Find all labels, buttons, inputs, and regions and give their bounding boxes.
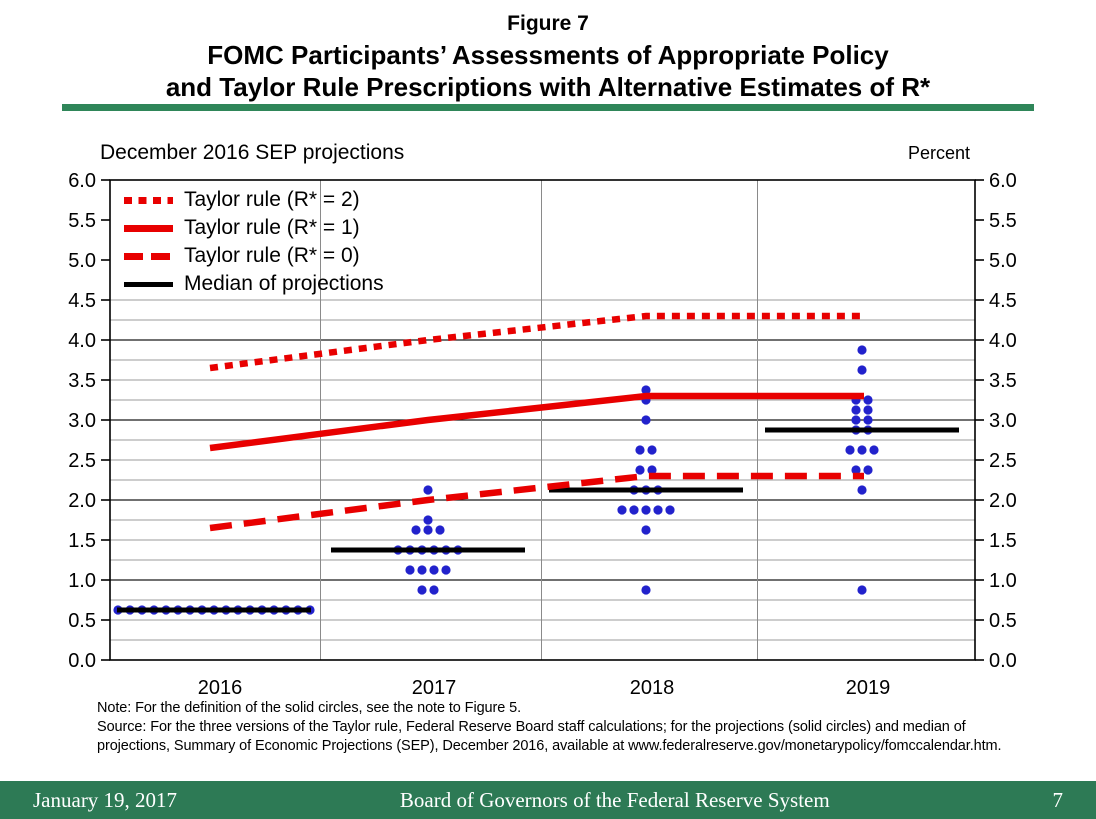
x-axis-year-label: 2018 xyxy=(629,677,675,699)
y-axis-label-left: 3.0 xyxy=(68,410,96,432)
projection-dot xyxy=(635,445,644,454)
source-line-2: projections, Summary of Economic Projections (SEP), December 2016, available at www.federalreserve.gov/monetarypolicy/fomccalendar.htm. xyxy=(97,738,1002,754)
figure-label: Figure 7 xyxy=(507,12,589,35)
x-axis-year-label: 2016 xyxy=(197,677,243,699)
projection-dot xyxy=(629,505,638,514)
chart-legend xyxy=(124,186,384,298)
footer-date: January 19, 2017 xyxy=(33,787,178,812)
projection-dot xyxy=(857,365,866,374)
y-axis-label-left: 0.5 xyxy=(68,610,96,632)
y-axis-label-right: 5.0 xyxy=(989,250,1017,272)
y-axis-label-right: 1.0 xyxy=(989,570,1017,592)
legend-item-taylor-r0 xyxy=(124,242,384,270)
y-axis-label-left: 4.5 xyxy=(68,290,96,312)
y-axis-label-right: 3.0 xyxy=(989,410,1017,432)
projection-dot xyxy=(405,565,414,574)
y-axis-label-left: 1.0 xyxy=(68,570,96,592)
y-axis-label-right: 4.5 xyxy=(989,290,1017,312)
projection-dot xyxy=(857,445,866,454)
projection-dot xyxy=(863,465,872,474)
projection-dot xyxy=(851,415,860,424)
projection-dot xyxy=(845,445,854,454)
y-axis-label-right: 4.0 xyxy=(989,330,1017,352)
legend-label: Taylor rule (R* = 1) xyxy=(184,216,360,239)
legend-item-median xyxy=(124,270,384,298)
y-axis-label-right: 0.0 xyxy=(989,650,1017,672)
legend-item-taylor-r2 xyxy=(124,186,384,214)
y-axis-label-left: 2.0 xyxy=(68,490,96,512)
legend-label: Median of projections xyxy=(184,272,384,295)
y-axis-label-right: 3.5 xyxy=(989,370,1017,392)
y-axis-label-left: 1.5 xyxy=(68,530,96,552)
black-line-swatch-icon xyxy=(124,282,173,287)
projection-dot xyxy=(435,525,444,534)
y-axis-label-left: 0.0 xyxy=(68,650,96,672)
projection-dot xyxy=(411,525,420,534)
projection-dot xyxy=(641,585,650,594)
y-axis-label-left: 5.0 xyxy=(68,250,96,272)
y-axis-label-right: 6.0 xyxy=(989,170,1017,192)
page-title-line-1: FOMC Participants’ Assessments of Appropriate Policy xyxy=(207,40,889,70)
projection-dot xyxy=(863,415,872,424)
legend-label: Taylor rule (R* = 0) xyxy=(184,244,360,267)
projection-dot xyxy=(647,445,656,454)
footer-bar xyxy=(0,781,1096,819)
y-axis-label-right: 2.0 xyxy=(989,490,1017,512)
footer-organization: Board of Governors of the Federal Reserve System xyxy=(399,787,830,812)
y-axis-label-left: 2.5 xyxy=(68,450,96,472)
projection-dot xyxy=(641,415,650,424)
legend-item-taylor-r1 xyxy=(124,214,384,242)
projection-dot xyxy=(429,585,438,594)
axis-unit-label: Percent xyxy=(907,143,970,163)
note-line: Note: For the definition of the solid circles, see the note to Figure 5. xyxy=(97,700,522,716)
source-line-1: Source: For the three versions of the Taylor rule, Federal Reserve Board staff calculations; for the projections (solid circles) and median of xyxy=(97,719,966,735)
projection-dot xyxy=(417,565,426,574)
projection-dot xyxy=(863,395,872,404)
projection-dot xyxy=(641,525,650,534)
chart-notes xyxy=(97,699,1042,756)
projection-dot xyxy=(857,585,866,594)
x-axis-year-label: 2019 xyxy=(845,677,891,699)
y-axis-label-left: 5.5 xyxy=(68,210,96,232)
dotted-red-line-swatch-icon xyxy=(124,197,173,204)
projection-dot xyxy=(635,465,644,474)
solid-red-line-swatch-icon xyxy=(124,225,173,232)
y-axis-label-left: 4.0 xyxy=(68,330,96,352)
projection-dot xyxy=(417,585,426,594)
y-axis-label-left: 6.0 xyxy=(68,170,96,192)
projection-dot xyxy=(429,565,438,574)
legend-label: Taylor rule (R* = 2) xyxy=(184,188,360,211)
y-axis-label-right: 1.5 xyxy=(989,530,1017,552)
projection-dot xyxy=(863,405,872,414)
projection-dot xyxy=(653,505,662,514)
projection-dot xyxy=(857,345,866,354)
y-axis-label-right: 2.5 xyxy=(989,450,1017,472)
projection-dot xyxy=(869,445,878,454)
dashed-red-line-swatch-icon xyxy=(124,253,173,260)
y-axis-label-left: 3.5 xyxy=(68,370,96,392)
footer-page-number: 7 xyxy=(1052,787,1063,812)
chart-subtitle: December 2016 SEP projections xyxy=(100,141,405,164)
projection-dot xyxy=(617,505,626,514)
page-title-line-2: and Taylor Rule Prescriptions with Alternative Estimates of R* xyxy=(165,72,931,102)
projection-dot xyxy=(665,505,674,514)
y-axis-label-right: 0.5 xyxy=(989,610,1017,632)
projection-dot xyxy=(851,405,860,414)
projection-dot xyxy=(423,515,432,524)
x-axis-year-label: 2017 xyxy=(411,677,457,699)
projection-dot xyxy=(441,565,450,574)
projection-dot xyxy=(423,525,432,534)
projection-dot xyxy=(641,505,650,514)
projection-dot xyxy=(857,485,866,494)
y-axis-label-right: 5.5 xyxy=(989,210,1017,232)
projection-dot xyxy=(423,485,432,494)
